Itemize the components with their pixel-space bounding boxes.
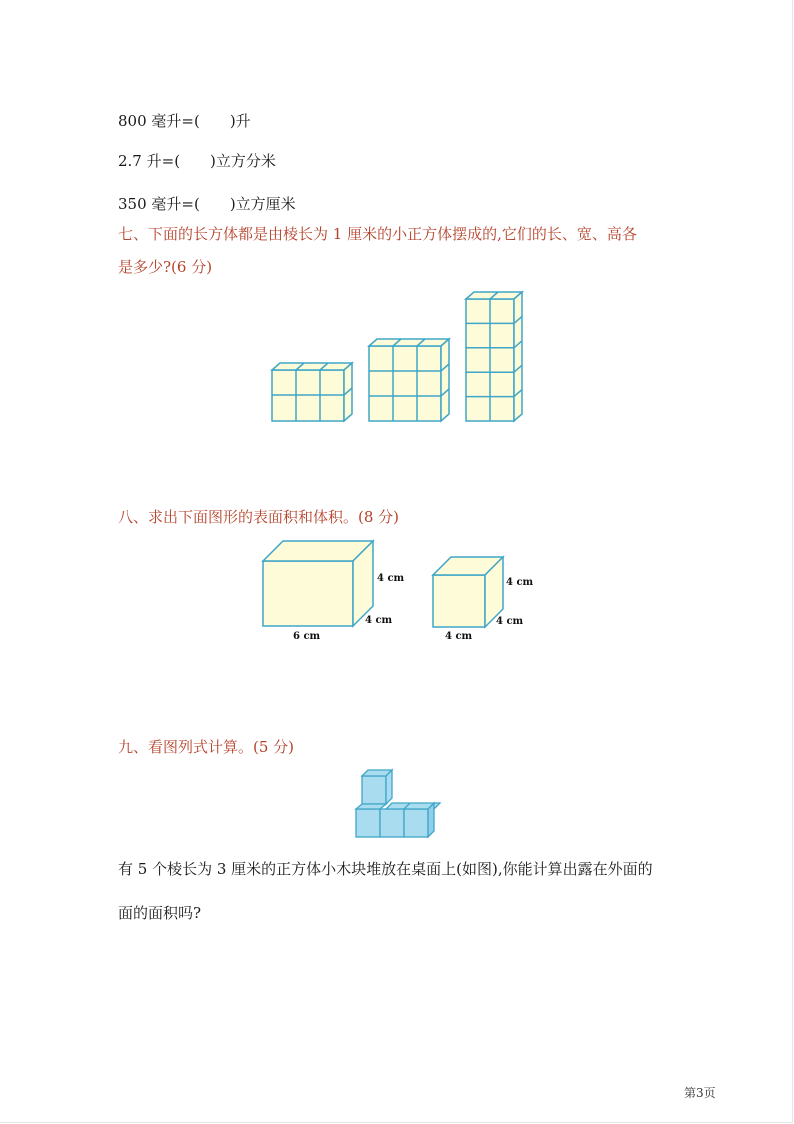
- conversion-line-3: 350 毫升=( )立方厘米: [118, 195, 296, 213]
- cuboid-3x3: [369, 339, 449, 421]
- cuboid-2x5: [466, 292, 522, 421]
- section8-heading: 八、求出下面图形的表面积和体积。(8 分): [118, 508, 400, 526]
- cuboid-shape: [263, 541, 373, 626]
- cuboid-height-label: 4 cm: [377, 573, 405, 584]
- cube-shape: [433, 557, 503, 627]
- cube-depth-label: 4 cm: [496, 616, 524, 627]
- section7-heading-line1: 七、下面的长方体都是由棱长为 1 厘米的小正方体摆成的,它们的长、宽、高各: [118, 225, 637, 243]
- block-top: [362, 770, 392, 804]
- section9-question-line2: 面的面积吗?: [118, 904, 202, 922]
- block-row: [356, 803, 440, 837]
- cube-length-label: 4 cm: [445, 631, 473, 642]
- cuboid-and-cube-figure: [255, 535, 545, 645]
- page-number: 第3页: [684, 1086, 716, 1100]
- cuboid-length-label: 6 cm: [293, 631, 321, 642]
- cube-height-label: 4 cm: [506, 577, 534, 588]
- stacked-blocks-figure: [350, 765, 445, 840]
- unit-cube-cuboids-figure: [260, 285, 540, 430]
- cuboid-3x2: [272, 363, 352, 421]
- cuboid-depth-label: 4 cm: [365, 615, 393, 626]
- section7-heading-line2: 是多少?(6 分): [118, 258, 213, 276]
- conversion-line-1: 800 毫升=( )升: [118, 112, 251, 130]
- section9-heading: 九、看图列式计算。(5 分): [118, 738, 295, 756]
- section9-question-line1: 有 5 个棱长为 3 厘米的正方体小木块堆放在桌面上(如图),你能计算出露在外面的: [118, 860, 653, 878]
- conversion-line-2: 2.7 升=( )立方分米: [118, 152, 276, 170]
